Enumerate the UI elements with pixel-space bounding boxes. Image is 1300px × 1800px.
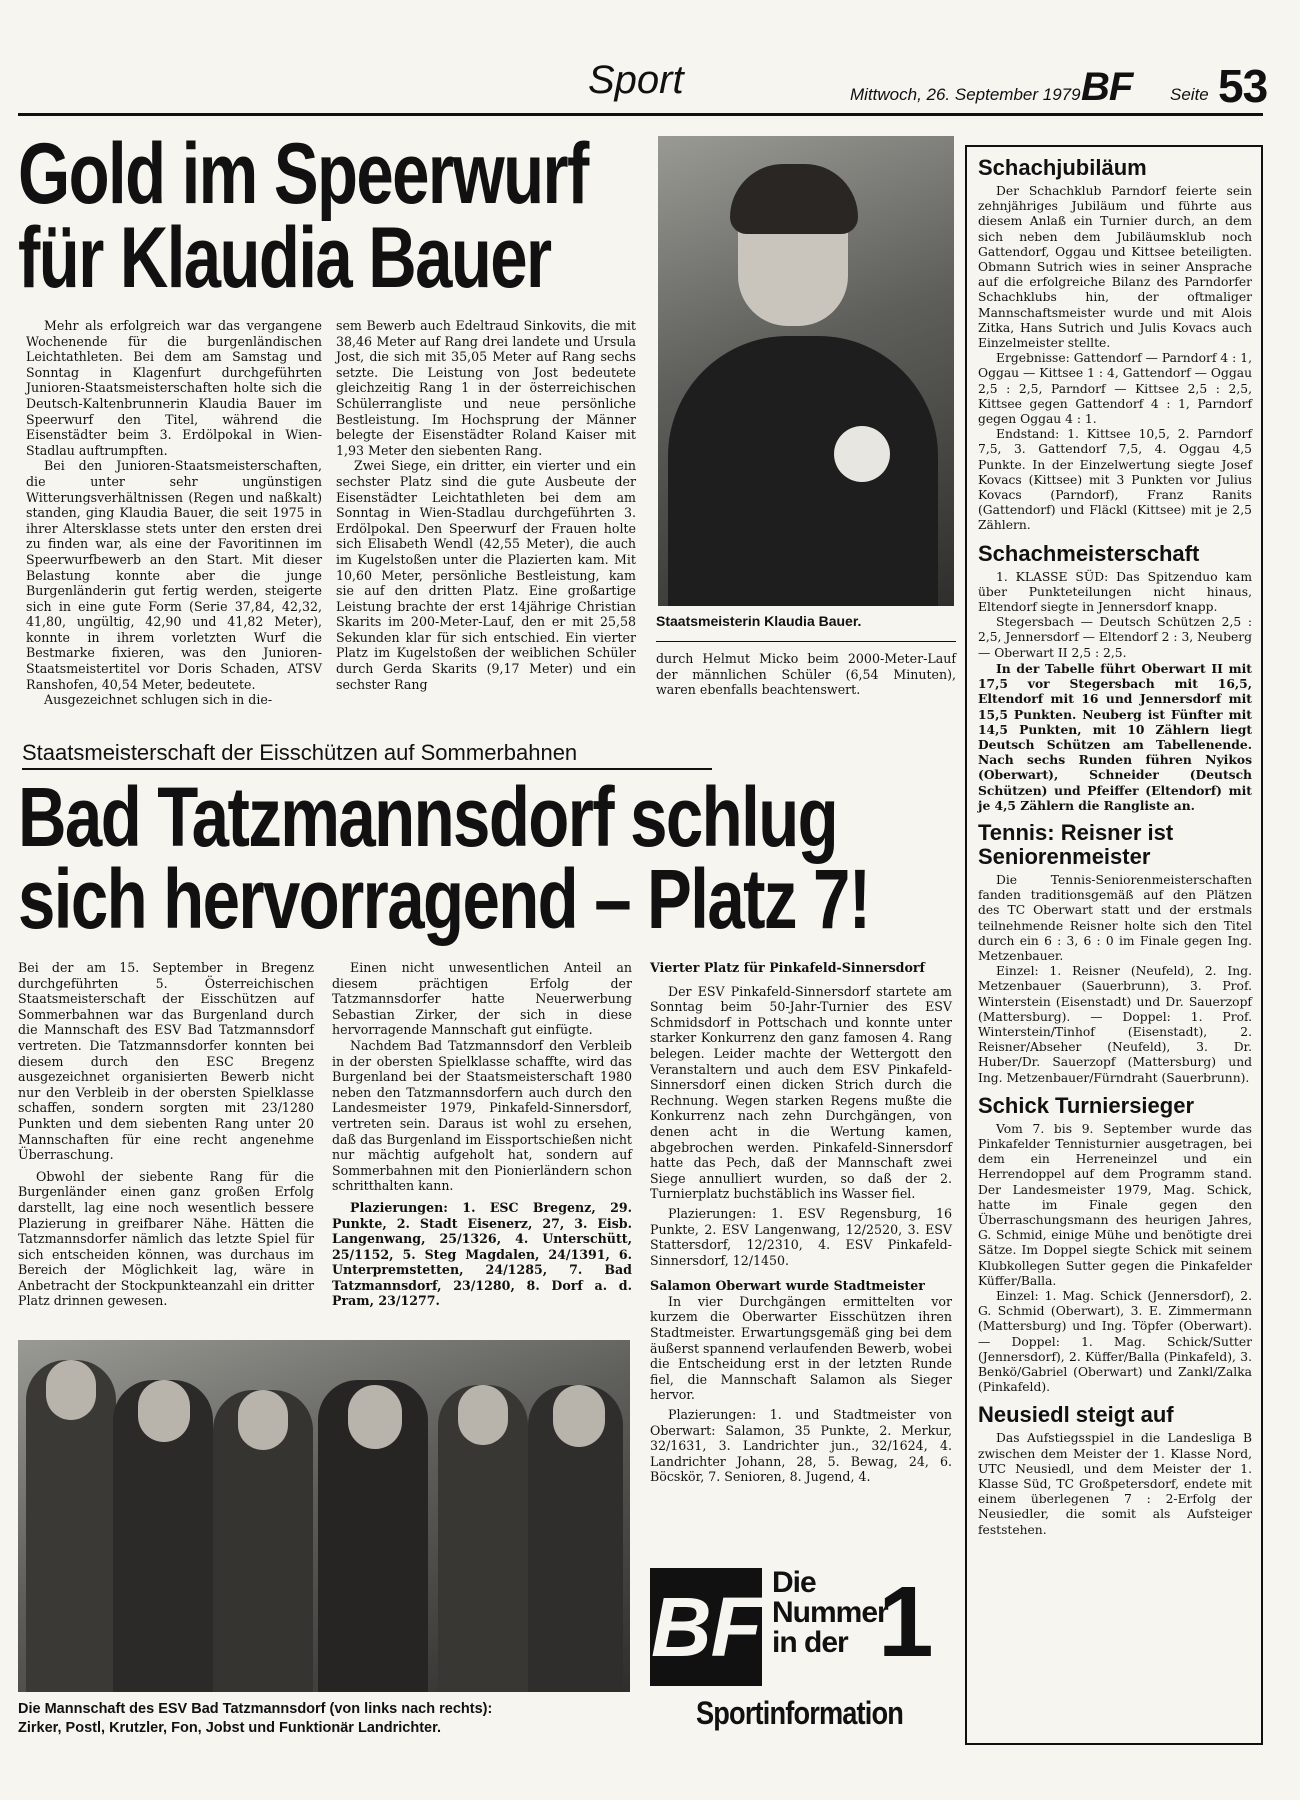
paragraph: sem Bewerb auch Edeltraud Sinkovits, die mit 38,46 Meter auf Rang drei landete und Ursula Jost, die sich mit 35,05 Meter auf Rang sechs setzte. Die Leistung von Jost bedeutete gleichzeitig Rang 1 in der österreichischen Schülerrangliste und neue persönliche Bestleistung. Im Hochsprung der Männer belegte der Eisenstädter Roland Kaiser mit 1,93 Meter den siebenten Rang.: [336, 318, 636, 458]
paragraph: Plazierungen: 1. und Stadtmeister von Oberwart: Salamon, 35 Punkte, 2. Merkur, 32/1631, 3. Landrichter jun., 32/1624, 4. Landrichter Johann, 28, 5. Bewag, 24, 6. Böcskör, 7. Senioren, 8. Jugend, 4.: [650, 1407, 952, 1485]
paragraph: Das Aufstiegsspiel in die Landesliga B zwischen dem Meister der 1. Klasse Nord, UTC Neusiedl, und dem Meister der 1. Klasse Süd, TC Großpetersdorf, endete mit einem überlegenen 7 : 2-Erfolg der Neusiedler, die somit als Aufsteiger feststehen.: [978, 1431, 1252, 1537]
bf-advertisement: [650, 1568, 950, 1740]
paragraph: Einzel: 1. Reisner (Neufeld), 2. Ing. Metzenbauer (Sauerbrunn), 3. Prof. Winterstein (Eisenstadt) und Dr. Sauerzopf (Mattersburg). — Doppel: 1. Prof. Winterstein/Tinhof (Eisenstadt), 2. Reisner/Abseher (Neufeld), 3. Dr. Huber/Dr. Sauerzopf (Mattersburg) und Ing. Metzenbauer/Fürndraht (Sauerbrunn).: [978, 964, 1252, 1085]
team-photo-caption: [18, 1700, 638, 1738]
ad-line1: Die: [772, 1566, 816, 1599]
article1-col3: [656, 651, 956, 698]
paragraph: Der ESV Pinkafeld-Sinnersdorf startete am Sonntag beim 50-Jahr-Turnier des ESV Schmidsdorf in Pottschach und konnte unter starker Konkurrenz den ganz famosen 4. Rang belegen. Leider machte der Wettergott den Veranstaltern und auch dem ESV Pinkafeld-Sinnersdorf einen dicken Strich durch die Rechnung. Wegen starken Regens mußte die Konkurrenz nach zehn Durchgängen, von denen acht in die Wertung kamen, abgebrochen werden. Pinkafeld-Sinnersdorf hatte das Pech, daß der Mannschaft zwei Siege annulliert wurden, so daß der 2. Turnierplatz buchstäblich ins Wasser fiel.: [650, 983, 952, 1202]
paragraph: Nachdem Bad Tatzmannsdorf den Verbleib in der obersten Spielklasse schaffte, wird das Burgenland bei der Staatsmeisterschaft 1980 neben den Tatzmannsdorfern auch durch den Landesmeister 1979, Pinkafeld-Sinnersdorf, vertreten sein. Daraus ist wohl zu ersehen, daß das Burgenland im Eissportschießen nicht nur mächtig aufgeholt hat, sondern auf Sommerbahnen mit den Pionierländern schon schritthalten kann.: [332, 1037, 632, 1194]
article2-headline: [18, 770, 870, 947]
article1-headline-line1: Gold im Speerwurf: [18, 126, 588, 222]
paragraph: Ausgezeichnet schlugen sich in die-: [44, 692, 273, 708]
paper-logo: BF: [1081, 65, 1133, 109]
paragraph: In vier Durchgängen ermittelten vor kurzem die Oberwarter Eisschützen ihren Stadtmeister. Erwartungsgemäß ging bei dem äußerst spannend verlaufenden Bewerb, wobei die Entscheidung erst in der letzten Runde fiel, die Mannschaft Salamon als Sieger hervor.: [650, 1293, 952, 1403]
paragraph: Mehr als erfolgreich war das vergangene Wochenende für die burgenländischen Leichtathleten. Bei dem am Samstag und Sonntag in Klagenfurt durchgeführten Junioren-Staatsmeisterschaften holte sich die Deutsch-Kaltenbrunnerin Klaudia Bauer im Speerwurf den Titel, während die Eisenstädter beim 3. Erdölpokal in Wien-Stadlau auftrumpften.: [26, 318, 322, 458]
ad-line2: Nummer: [772, 1596, 888, 1629]
article2-headline-line1: Bad Tatzmannsdorf schlug: [18, 770, 838, 864]
sidebar-title-tennis-line2: Seniorenmeister: [978, 843, 1151, 869]
page-number: 53: [1218, 60, 1268, 112]
sidebar-title-schick: Schick Turniersieger: [978, 1092, 1195, 1118]
paragraph: Die Tennis-Seniorenmeisterschaften fanden traditionsgemäß auf den Plätzen des TC Oberwart statt und der erstmals teilnehmende Reisner holte sich den Titel durch ein 6 : 3, 6 : 0 im Finale gegen Ing. Metzenbauer.: [978, 872, 1252, 963]
ad-line4: Sportinformation: [696, 1695, 904, 1731]
paragraph: In der Tabelle führt Oberwart II mit 17,5 vor Stegersbach mit 16,5, Eltendorf mit 16 und Jennersdorf mit 15,5 Punkten. Neuberg ist Fünfter mit 14,5 Punkten, mit 10 Zählern liegt Deutsch Schützen am Tabellenende. Nach sechs Runden führen Nyikos (Oberwart), Schneider (Deutsch Schützen) und Pfeiffer (Eltendorf) mit je 4,5 Zählern die Rangliste an.: [978, 660, 1252, 813]
sidebar: [978, 156, 1252, 1538]
ad-text: [772, 1568, 888, 1658]
paragraph: Stegersbach — Deutsch Schützen 2,5 : 2,5, Jennersdorf — Eltendorf 2 : 3, Neuberg — Oberwart II 2,5 : 2,5.: [978, 615, 1252, 660]
article2-col3: [650, 960, 952, 1485]
athlete-photo-caption: Staatsmeisterin Klaudia Bauer.: [656, 613, 862, 629]
article2-col2: [332, 960, 632, 1309]
athlete-photo: [658, 136, 954, 606]
sidebar-title-schachmeisterschaft: Schachmeisterschaft: [978, 540, 1200, 566]
paragraph: Endstand: 1. Kittsee 10,5, 2. Parndorf 7,5, 3. Gattendorf 7,5, 4. Oggau 4,5 Punkte. In der Einzelwertung siegte Josef Kovacs (Kittsee) mit 3 Punkten vor Julius Kovacs (Parndorf), Franz Ranits (Gattendorf) und Fläckl (Kittsee) mit je 2,5 Zählern.: [978, 427, 1252, 533]
paragraph: Der Schachklub Parndorf feierte sein zehnjähriges Jubiläum und führte aus diesem Anlaß ein Turnier durch, an dem sich neben dem Jubiläumsklub noch Gattendorf, Oggau und Kittsee beteiligten. Obmann Sutrich wies in seiner Ansprache auf die erfolgreiche Bilanz des Parndorfer Schachklubs hin, der oftmaliger Mannschaftsmeister wurde und mit Alois Zitka, Hans Sutrich und Julis Kovacs auch Einzelmeister stellte.: [978, 184, 1252, 351]
paragraph: Plazierungen: 1. ESV Regensburg, 16 Punkte, 2. ESV Langenwang, 12/2520, 3. ESV Stattersdorf, 12/2310, 4. ESV Pinkafeld-Sinnersdorf, 12/1450.: [650, 1205, 952, 1268]
paragraph: Plazierungen: 1. ESC Bregenz, 29. Punkte, 2. Stadt Eisenerz, 27, 3. Eisb. Langenwang, 25/1326, 4. Unterschütt, 25/1152, 5. Steg Magdalen, 24/1391, 6. Unterpremstetten, 24/1285, 7. Bad Tatzmannsdorf, 23/1280, 8. Dorf a. d. Pram, 23/1277.: [332, 1199, 632, 1309]
ad-logo: BF: [650, 1568, 762, 1686]
caption-rule: [656, 641, 956, 642]
article1-col2: [336, 318, 636, 692]
sidebar-title-tennis-line1: Tennis: Reisner ist: [978, 819, 1174, 845]
ad-line3: in der: [772, 1626, 848, 1659]
article1-headline-line2: für Klaudia Bauer: [18, 210, 551, 307]
sidebar-title-tennis: [978, 821, 1252, 869]
issue-date: Mittwoch, 26. September 1979: [850, 85, 1081, 104]
ad-number-one: 1: [878, 1566, 933, 1678]
header-rule: [18, 113, 1263, 116]
paragraph: Bei der am 15. September in Bregenz durchgeführten 5. Österreichischen Staatsmeisterschaft der Eisschützen auf Sommerbahnen war das Burgenland durch die Mannschaft des ESV Bad Tatzmannsdorf vertreten. Die Tatzmannsdorfer konnten bei diesem durch den ESC Bregenz ausgezeichnet organisierten Bewerb nicht nur den Verbleib in der obersten Spielklasse schaffen, sondern sorgten mit 23/1280 Punkten und dem siebenten Rang unter 20 Mannschaften für eine recht angenehme Überraschung.: [18, 960, 314, 1163]
paragraph: Ergebnisse: Gattendorf — Parndorf 4 : 1, Oggau — Kittsee 1 : 4, Gattendorf — Oggau 2,5 : 2,5, Parndorf — Kittsee 2,5 : 2,5, Kittsee gegen Gattendorf 4 : 1, Parndorf gegen Oggau 4 : 1.: [978, 351, 1252, 427]
sidebar-title-neusiedl: Neusiedl steigt auf: [978, 1402, 1174, 1428]
article2-col1: [18, 960, 314, 1309]
article1-headline: [18, 126, 588, 307]
paragraph: Bei den Junioren-Staatsmeisterschaften, die unter sehr ungünstigen Witterungsverhältnissen (Regen und naßkalt) standen, ging Klaudia Bauer, die seit 1975 in ihrer Altersklasse stets unter den ersten drei zu finden war, als eine der Favoritinnen im Speerwurfbewerb an den Start. Mit dieser Belastung konnte aber die junge Burgenländerin gut fertig werden, steigerte sich in eine gute Form (Serie 37,84, 42,32, 41,80, ungültig, 42,90 und 41,82 Meter), konnte in ihrem vorletzten Wurf die Bestmarke fixieren, was den Junioren-Staatsmeistertitel vor Doris Schaden, ATSV Ranshofen, 40,54 Meter, bedeutete.: [26, 458, 322, 692]
paragraph: Obwohl der siebente Rang für die Burgenländer einen ganz großen Erfolg darstellt, lag eine noch wesentlich bessere Plazierung in greifbarer Nähe. Hätten die Tatzmannsdorfer nämlich das letzte Spiel für sich entscheiden können, was durchaus im Bereich der Möglichkeit lag, wäre in Anbetracht der Stockpunkteanzahl ein dritter Platz drinnen gewesen.: [18, 1168, 314, 1309]
team-caption-line2: Zirker, Postl, Krutzler, Fon, Jobst und Funktionär Landrichter.: [18, 1720, 441, 1736]
section-title: Sport: [588, 58, 684, 102]
paragraph: Vom 7. bis 9. September wurde das Pinkafelder Tennisturnier ausgetragen, bei dem ein Herreneinzel und ein Herrendoppel auf dem Programm stand. Der Landesmeister 1979, Mag. Schick, hatte im Finale gegen den Überraschungsmann des heurigen Jahres, G. Schmid, einige Mühe und benötigte drei Sätze. Im Doppel siegte Schick mit seinem Klubkollegen Sutter gegen die Pinkafelder Küffer/Balla.: [978, 1121, 1252, 1288]
page-label: Seite: [1170, 85, 1209, 104]
subheading: Salamon Oberwart wurde Stadtmeister: [650, 1278, 925, 1294]
article2-headline-line2: sich hervorragend – Platz 7!: [18, 852, 870, 947]
paragraph: Zwei Siege, ein dritter, ein vierter und ein sechster Platz sind die gute Ausbeute der Eisenstädter Leichtathleten bei dem am Sonntag in Wien-Stadlau durchgeführten 3. Erdölpokal. Den Speerwurf der Frauen holte sich Elisabeth Wendl (42,55 Meter), die auch im Kugelstoßen unter die Plazierten kam. Mit 10,60 Meter, persönliche Bestleistung, kam sie auf den dritten Platz. Eine großartige Leistung brachte der erst 14jährige Christian Skarits im 200-Meter-Lauf, den er mit 25,58 Sekunden klar für sich entschied. Ein vierter Platz im Kugelstoßen der weiblichen Schüler durch Gerda Skarits (9,17 Meter) und ein sechster Rang: [336, 458, 636, 692]
article1-col1: [26, 318, 322, 708]
paragraph: Einzel: 1. Mag. Schick (Jennersdorf), 2. G. Schmid (Oberwart), 3. E. Zimmermann (Mattersburg) und Ing. Töpfer (Oberwart). — Doppel: 1. Mag. Schick/Sutter (Jennersdorf), 2. Küffer/Balla (Pinkafeld), 3. Benkö/Gabriel (Oberwart) und Zankl/Zalka (Pinkafeld).: [978, 1289, 1252, 1395]
article2-kicker: Staatsmeisterschaft der Eisschützen auf Sommerbahnen: [22, 740, 578, 765]
paragraph: Einen nicht unwesentlichen Anteil an diesem prächtigen Erfolg der Tatzmannsdorfer hatte Neuerwerbung Sebastian Zirker, der sich in diese hervorragende Mannschaft gut einfügte.: [332, 960, 632, 1038]
team-caption-line1: Die Mannschaft des ESV Bad Tatzmannsdorf (von links nach rechts):: [18, 1701, 493, 1717]
sidebar-title-schachjubilaeum: Schachjubiläum: [978, 155, 1147, 180]
paragraph: durch Helmut Micko beim 2000-Meter-Lauf der männlichen Schüler (6,54 Minuten), waren ebenfalls beachtenswert.: [656, 651, 956, 698]
team-photo: [18, 1340, 630, 1692]
paragraph: 1. KLASSE SÜD: Das Spitzenduo kam über Punkteteilungen nicht hinaus, Eltendorf siegte in Jennersdorf knapp.: [978, 569, 1252, 615]
subheading: Vierter Platz für Pinkafeld-Sinnersdorf: [650, 960, 925, 975]
